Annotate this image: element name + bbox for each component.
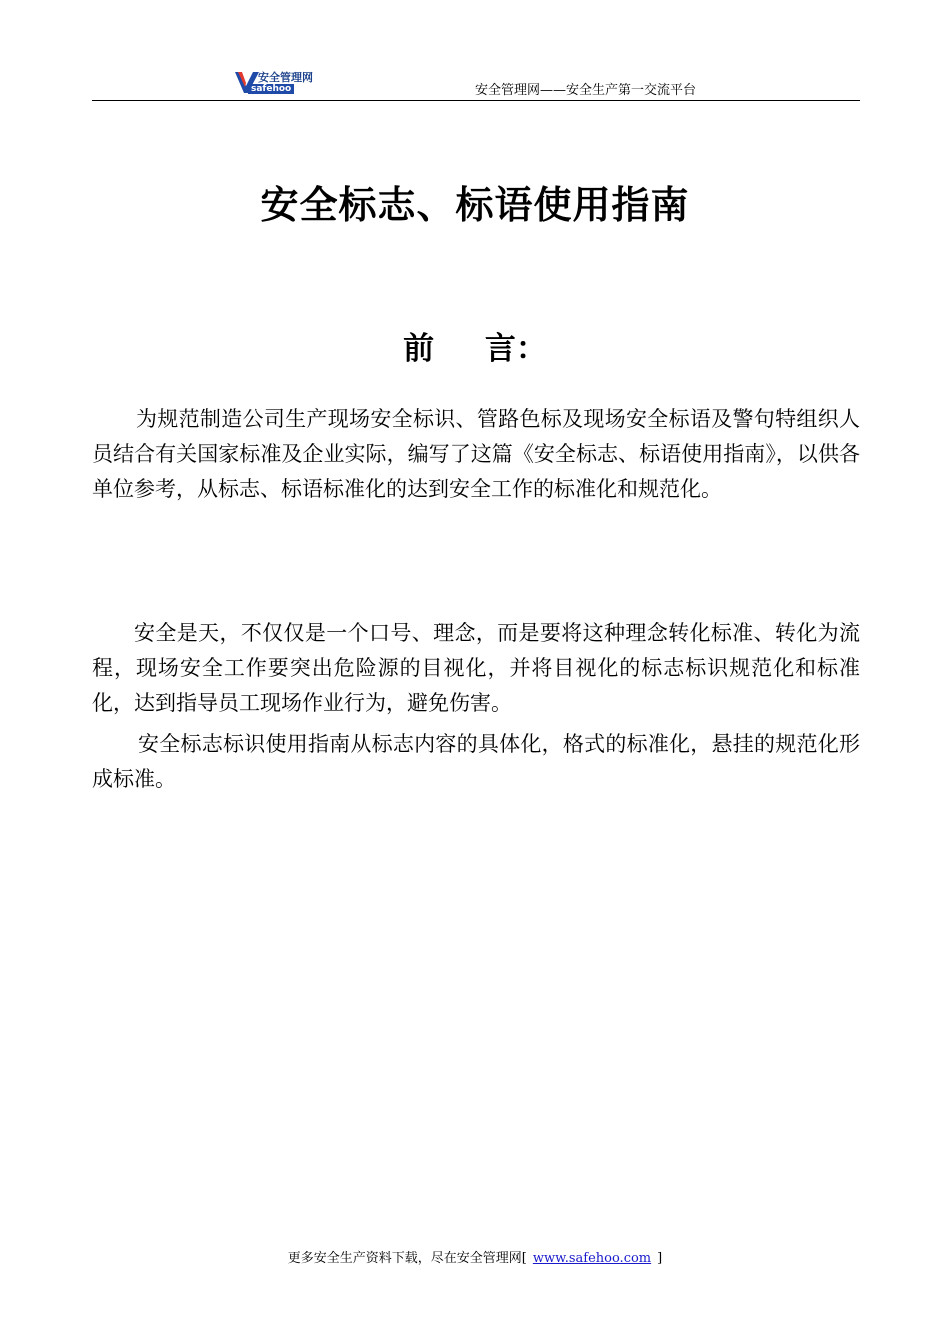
footer-text: 更多安全生产资料下载，尽在安全管理网[ (287, 1251, 527, 1266)
header-tagline: 安全管理网——安全生产第一交流平台 (475, 83, 697, 98)
logo-brand: safehoo (251, 84, 292, 94)
footer-website-link[interactable]: www.safehoo.com (532, 1251, 652, 1266)
document-title: 安全标志、标语使用指南 (260, 182, 690, 227)
logo-chinese-text: 安全管理网 (258, 71, 313, 84)
preface-paragraph-2: 安全是天，不仅仅是一个口号、理念，而是要将这种理念转化标准、转化为流程，现场安全工作要突出危险源的目视化，并将目视化的标志标识规范化和标准化，达到指导员工现场作业行为，避免伤害。 (92, 621, 860, 715)
logo-english-text (248, 84, 294, 94)
preface-heading: 前 言： (403, 331, 547, 367)
safehoo-logo[interactable] (234, 69, 326, 97)
page-header (92, 66, 860, 101)
footer-bracket: ] (657, 1251, 663, 1266)
preface-paragraph-3: 安全标志标识使用指南从标志内容的具体化，格式的标准化，悬挂的规范化形成标准。 (92, 732, 860, 791)
preface-paragraph-1: 为规范制造公司生产现场安全标识、管路色标及现场安全标语及警句特组织人员结合有关国家标准及企业实际，编写了这篇《安全标志、标语使用指南》，以供各单位参考，从标志、标语标准化的达到安全工作的标准化和规范化。 (92, 407, 860, 501)
page-footer (0, 1247, 950, 1266)
